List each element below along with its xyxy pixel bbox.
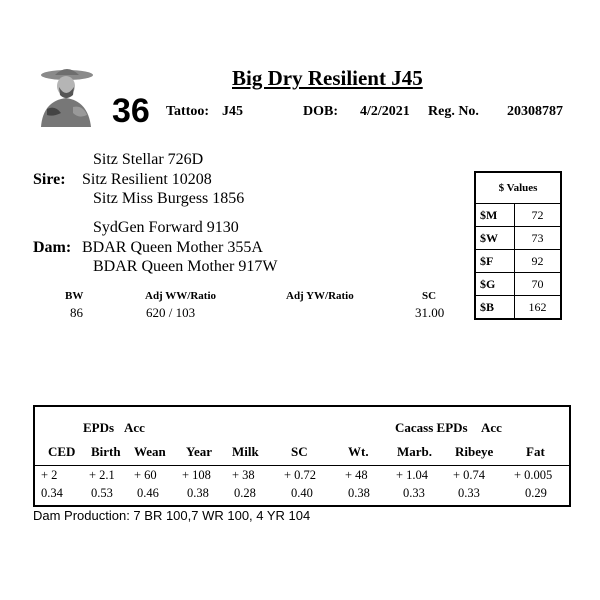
dollar-label: $W [476, 227, 515, 250]
reg-value: 20308787 [507, 104, 563, 119]
acc-value: 0.38 [348, 486, 370, 500]
dollar-values-table [474, 171, 562, 320]
epd-value: + 0.005 [514, 468, 553, 482]
epd-value: + 1.04 [396, 468, 429, 482]
sc-label: SC [422, 290, 437, 302]
column-header: Wean [134, 444, 166, 459]
column-header: Birth [91, 444, 121, 459]
dollar-values-header: $ Values [476, 173, 561, 204]
carcass-acc-label: Acc [481, 420, 502, 435]
sire-name: Sitz Resilient 10208 [82, 171, 212, 188]
table-row [476, 204, 561, 227]
dollar-value: 72 [515, 204, 561, 227]
epds-acc-label: Acc [124, 420, 145, 435]
dob-label: DOB: [303, 104, 338, 119]
dollar-label: $F [476, 250, 515, 273]
epd-value: + 0.74 [453, 468, 486, 482]
dollar-value: 162 [515, 296, 561, 319]
sire-label: Sire: [33, 171, 66, 188]
epd-value: + 2.1 [89, 468, 115, 482]
sire-sire: Sitz Stellar 726D [93, 151, 204, 168]
lot-number: 36 [112, 92, 150, 130]
dam-label: Dam: [33, 239, 72, 256]
divider [35, 465, 569, 466]
acc-value: 0.34 [41, 486, 63, 500]
acc-value: 0.33 [458, 486, 480, 500]
epd-table [33, 405, 571, 507]
tattoo-value: J45 [222, 104, 243, 119]
reg-label: Reg. No. [428, 104, 479, 119]
sc-value: 31.00 [415, 305, 445, 320]
acc-value: 0.46 [137, 486, 159, 500]
table-row [476, 250, 561, 273]
cowboy-photo-icon [33, 65, 95, 127]
table-row [476, 227, 561, 250]
dam-name: BDAR Queen Mother 355A [82, 239, 263, 256]
acc-value: 0.40 [291, 486, 313, 500]
dob-value: 4/2/2021 [360, 104, 410, 119]
dollar-value: 70 [515, 273, 561, 296]
acc-value: 0.33 [403, 486, 425, 500]
dollar-label: $G [476, 273, 515, 296]
dollar-value: 73 [515, 227, 561, 250]
dollar-label: $M [476, 204, 515, 227]
bw-label: BW [65, 290, 84, 302]
bw-value: 86 [70, 305, 83, 320]
dam-production: Dam Production: 7 BR 100,7 WR 100, 4 YR 104 [33, 508, 311, 523]
dollar-label: $B [476, 296, 515, 319]
column-header: CED [48, 444, 76, 459]
column-header: Fat [526, 444, 545, 459]
carcass-label: Cacass EPDs [395, 420, 468, 435]
yw-label: Adj YW/Ratio [286, 290, 354, 302]
sire-dam: Sitz Miss Burgess 1856 [93, 190, 245, 207]
table-row [476, 296, 561, 319]
acc-value: 0.53 [91, 486, 113, 500]
column-header: Marb. [397, 444, 433, 459]
column-header: Year [186, 444, 212, 459]
epd-value: + 108 [182, 468, 211, 482]
epd-value: + 0.72 [284, 468, 317, 482]
column-header: Wt. [348, 444, 369, 459]
ww-value: 620 / 103 [146, 305, 196, 320]
epd-value: + 38 [232, 468, 255, 482]
acc-value: 0.29 [525, 486, 547, 500]
column-header: Milk [232, 444, 259, 459]
table-row [476, 273, 561, 296]
epd-value: + 60 [134, 468, 157, 482]
column-header: SC [291, 444, 308, 459]
ww-label: Adj WW/Ratio [145, 290, 216, 302]
acc-value: 0.38 [187, 486, 209, 500]
epd-value: + 2 [41, 468, 58, 482]
page-title: Big Dry Resilient J45 [232, 66, 423, 90]
column-header: Ribeye [455, 444, 494, 459]
dollar-value: 92 [515, 250, 561, 273]
epd-value: + 48 [345, 468, 368, 482]
epds-group-label: EPDs [83, 420, 115, 435]
tattoo-label: Tattoo: [166, 104, 210, 119]
dam-dam: BDAR Queen Mother 917W [93, 258, 278, 275]
dam-sire: SydGen Forward 9130 [93, 219, 239, 236]
acc-value: 0.28 [234, 486, 256, 500]
